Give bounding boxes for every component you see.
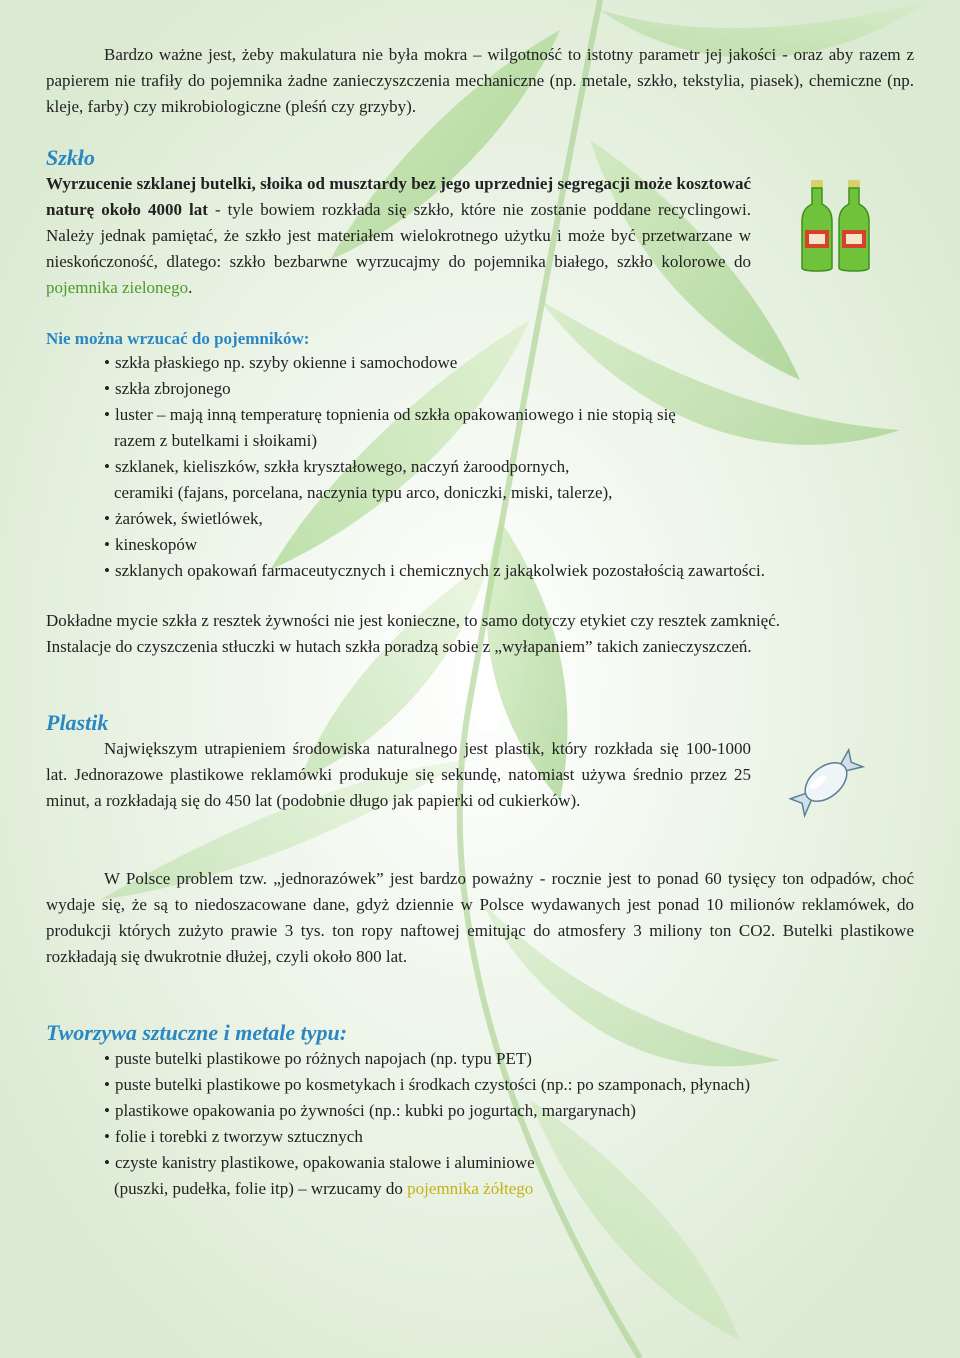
- plastics-metals-heading: Tworzywa sztuczne i metale typu:: [46, 1020, 348, 1045]
- list-item: • szkła zbrojonego: [104, 379, 231, 398]
- plastic-paragraph-2: W Polsce problem tzw. „jednorazówek” jest bardzo poważny - rocznie jest to ponad 60 tysięcy ton odpadów, choć wydaje się, że są to niedoszacowane dane, gdyż dziennie w Polsce wydawanych jest ponad 10 milionów reklamówek, do produkcji których zużyto prawie 3 tys. ton ropy naftowej emitując do atmosfery 3 miliony ton CO2. Butelki plastikowe rozkładają się dwukrotnie dłużej, czyli około 800 lat.: [46, 869, 914, 966]
- list-item: • puste butelki plastikowe po kosmetykach i środkach czystości (np.: po szamponach, płynach): [104, 1075, 750, 1094]
- glass-heading: Szkło: [46, 145, 95, 170]
- glass-paragraph-end: .: [188, 278, 193, 297]
- washing-line-1: Dokładne mycie szkła z resztek żywności nie jest konieczne, to samo dotyczy etykiet czy resztek zamknięć.: [46, 611, 781, 630]
- list-item: • folie i torebki z tworzyw sztucznych: [104, 1127, 363, 1146]
- washing-block: [46, 608, 926, 660]
- plastic-heading: Plastik: [46, 710, 109, 735]
- green-container-link[interactable]: pojemnika zielonego: [46, 278, 189, 297]
- plastics-metals-list: [104, 1046, 750, 1202]
- list-item: • czyste kanistry plastikowe, opakowania stalowe i aluminiowe (puszki, pudełka, folie itp) – wrzucamy do pojemnika żółtego: [104, 1153, 535, 1198]
- intro-paragraph: Bardzo ważne jest, żeby makulatura nie była mokra – wilgotność to istotny parametr jej jakości - oraz aby razem z papierem nie trafiły do pojemnika żadne zanieczyszczenia mechaniczne (np. metale, szkło, tekstylia, piasek), chemiczne (np. kleje, farby) czy mikrobiologiczne (pleśń czy grzyby).: [46, 45, 914, 116]
- glass-paragraph-rest: - tyle bowiem rozkłada się szkło, które nie zostanie poddane recyclingowi. Należy jednak pamiętać, że szkło jest materiałem wielokrotnego użytku i może być przetwarzane w nieskończoność, dlatego: szkło bezbarwne wyrzucajmy do pojemnika białego, szkło kolorowe do: [46, 200, 751, 271]
- not-allowed-list: [104, 350, 765, 584]
- plastic-block-1: [46, 736, 751, 814]
- list-item: • puste butelki plastikowe po różnych napojach (np. typu PET): [104, 1049, 532, 1068]
- plastic-block-2: [46, 866, 914, 970]
- not-allowed-heading: Nie można wrzucać do pojemników:: [46, 329, 310, 348]
- glass-paragraph: [46, 171, 751, 301]
- list-item: • szkła płaskiego np. szyby okienne i samochodowe: [104, 353, 458, 372]
- washing-line-2: Instalacje do czyszczenia stłuczki w hutach szkła poradzą sobie z „wyłapaniem” takich zanieczyszczeń.: [46, 637, 752, 656]
- yellow-container-link[interactable]: pojemnika żółtego: [407, 1179, 534, 1198]
- list-item: • plastikowe opakowania po żywności (np.: kubki po jogurtach, margarynach): [104, 1101, 636, 1120]
- list-item: • szklanek, kieliszków, szkła kryształowego, naczyń żaroodpornych, ceramiki (fajans, porcelana, naczynia typu arco, doniczki, miski, talerze),: [104, 457, 613, 502]
- glass-paragraph-bold: Wyrzucenie szklanej butelki, słoika od musztardy bez jego uprzedniej segregacji może kosztować naturę około 4000 lat: [46, 174, 751, 219]
- plastics-last-line: (puszki, pudełka, folie itp) – wrzucamy do: [114, 1179, 408, 1198]
- glass-block: [46, 171, 751, 301]
- list-item: • żarówek, świetlówek,: [104, 509, 263, 528]
- list-item: • szklanych opakowań farmaceutycznych i chemicznych z jakąkolwiek pozostałością zawartości.: [104, 561, 765, 580]
- wrapped-candy-icon: [780, 736, 872, 828]
- plastic-paragraph-1: Największym utrapieniem środowiska naturalnego jest plastik, który rozkłada się 100-1000 lat. Jednorazowe plastikowe reklamówki produkuje się sekundę, natomiast używa średnio przez 25 minut, a rozkładają się do 450 lat (podobnie długo jak papierki od cukierków).: [46, 739, 751, 810]
- intro-block: [46, 42, 914, 120]
- list-item: • kineskopów: [104, 535, 198, 554]
- list-item: • luster – mają inną temperaturę topnienia od szkła opakowaniowego i nie stopią się razem z butelkami i słoikami): [104, 405, 676, 450]
- green-glass-bottles-icon: [800, 178, 872, 274]
